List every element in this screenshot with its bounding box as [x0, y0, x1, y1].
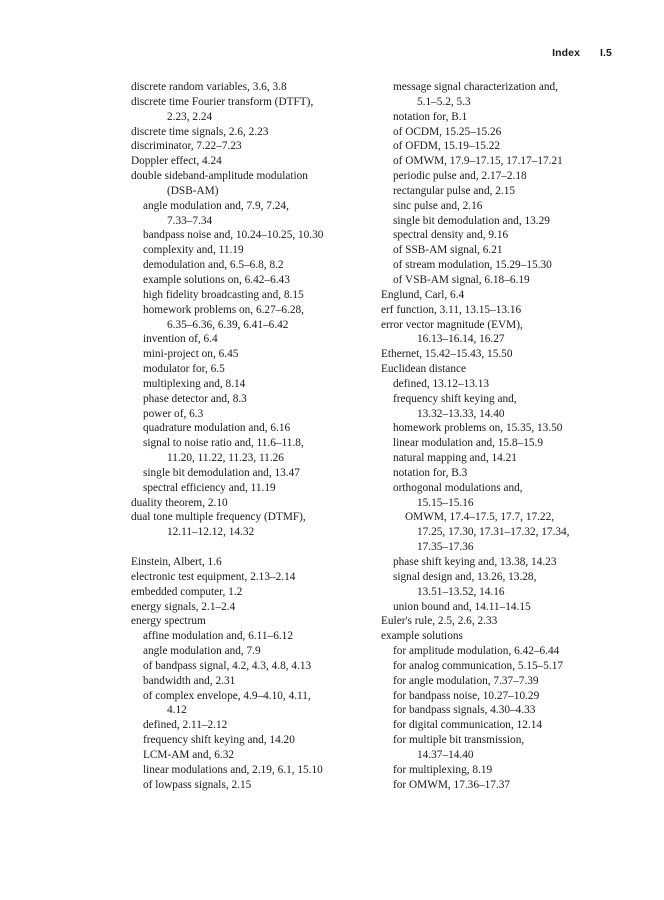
index-subentry: of lowpass signals, 2.15	[143, 778, 252, 791]
index-entry-continuation: 13.32–13.33, 14.40	[417, 407, 505, 420]
index-subentry: demodulation and, 6.5–6.8, 8.2	[143, 259, 284, 272]
index-entry-continuation: 17.35–17.36	[417, 541, 474, 554]
index-subentry: mini-project on, 6.45	[143, 348, 239, 361]
letter-group-gap	[131, 540, 376, 555]
index-subentry: multiplexing and, 8.14	[143, 377, 246, 390]
index-subentry: bandwidth and, 2.31	[143, 674, 236, 687]
index-subentry: single bit demodulation and, 13.47	[143, 466, 300, 479]
index-entry-continuation: 6.35–6.36, 6.39, 6.41–6.42	[167, 318, 289, 331]
index-column-left	[131, 80, 376, 793]
index-entry-continuation: 16.13–16.14, 16.27	[417, 333, 505, 346]
index-subentry: defined, 13.12–13.13	[393, 377, 490, 390]
index-subentry: linear modulations and, 2.19, 6.1, 15.10	[143, 763, 323, 776]
index-entry-continuation: 4.12	[167, 704, 187, 717]
index-entry: Einstein, Albert, 1.6	[131, 556, 222, 568]
index-subentry: sinc pulse and, 2.16	[393, 199, 483, 212]
index-entry: Euler's rule, 2.5, 2.6, 2.33	[381, 615, 498, 628]
index-entry-continuation: 12.11–12.12, 14.32	[167, 526, 255, 539]
index-subentry: for OMWM, 17.36–17.37	[393, 778, 511, 791]
index-subentry: for analog communication, 5.15–5.17	[393, 659, 564, 672]
index-subentry: angle modulation and, 7.9	[143, 645, 261, 658]
index-subentry: example solutions on, 6.42–6.43	[143, 273, 290, 286]
index-subentry: for multiple bit transmission,	[393, 734, 525, 747]
index-subentry: of stream modulation, 15.29–15.30	[393, 259, 552, 272]
index-entry: electronic test equipment, 2.13–2.14	[131, 570, 296, 583]
index-entry: discriminator, 7.22–7.23	[131, 140, 242, 153]
index-subentry: for bandpass noise, 10.27–10.29	[393, 689, 540, 702]
index-subentry: for angle modulation, 7.37–7.39	[393, 674, 539, 687]
index-subentry: union bound and, 14.11–14.15	[393, 600, 531, 613]
index-entry: duality theorem, 2.10	[131, 496, 228, 509]
index-entry: example solutions	[381, 630, 463, 643]
index-subentry: quadrature modulation and, 6.16	[143, 422, 291, 435]
index-subentry: of VSB-AM signal, 6.18–6.19	[393, 273, 530, 286]
index-subentry: linear modulation and, 15.8–15.9	[393, 437, 543, 450]
index-subentry: for bandpass signals, 4.30–4.33	[393, 704, 536, 717]
index-entry: double sideband-amplitude modulation	[131, 170, 308, 183]
index-subentry: message signal characterization and,	[393, 81, 558, 93]
index-entry: error vector magnitude (EVM),	[381, 318, 523, 331]
index-subentry: of OFDM, 15.19–15.22	[393, 140, 501, 153]
index-subentry: signal design and, 13.26, 13.28,	[393, 570, 537, 583]
index-subentry: phase shift keying and, 13.38, 14.23	[393, 556, 557, 568]
index-subentry: angle modulation and, 7.9, 7.24,	[143, 199, 289, 212]
index-entry: discrete time signals, 2.6, 2.23	[131, 125, 269, 138]
index-column-right	[381, 80, 631, 793]
index-subentry: high fidelity broadcasting and, 8.15	[143, 288, 304, 301]
index-entry: discrete random variables, 3.6, 3.8	[131, 81, 287, 93]
index-subentry: invention of, 6.4	[143, 333, 218, 346]
index-entry-continuation: 2.23, 2.24	[167, 110, 213, 123]
index-subentry: of OMWM, 17.9–17.15, 17.17–17.21	[393, 155, 563, 168]
header-title: Index	[552, 47, 581, 59]
index-entry: energy spectrum	[131, 615, 206, 628]
index-subentry: of bandpass signal, 4.2, 4.3, 4.8, 4.13	[143, 659, 312, 672]
index-entry-continuation: 14.37–14.40	[417, 748, 474, 761]
index-subentry: phase detector and, 8.3	[143, 392, 247, 405]
index-subentry: for digital communication, 12.14	[393, 719, 543, 732]
index-subentry: homework problems on, 15.35, 13.50	[393, 422, 563, 435]
index-subentry: signal to noise ratio and, 11.6–11.8,	[143, 437, 304, 450]
index-subentry: of complex envelope, 4.9–4.10, 4.11,	[143, 689, 311, 702]
index-subentry: defined, 2.11–2.12	[143, 719, 228, 732]
index-subentry: homework problems on, 6.27–6.28,	[143, 303, 304, 316]
index-entry: Euclidean distance	[381, 363, 467, 376]
index-entry-continuation: 11.20, 11.22, 11.23, 11.26	[167, 452, 284, 465]
index-subentry: affine modulation and, 6.11–6.12	[143, 630, 293, 643]
index-entry: Englund, Carl, 6.4	[381, 288, 465, 301]
index-entry: erf function, 3.11, 13.15–13.16	[381, 303, 522, 316]
index-entry: dual tone multiple frequency (DTMF),	[131, 511, 306, 524]
index-subentry: LCM-AM and, 6.32	[143, 748, 234, 761]
index-subentry: frequency shift keying and,	[393, 392, 517, 405]
index-entry: Doppler effect, 4.24	[131, 155, 222, 168]
index-subentry: rectangular pulse and, 2.15	[393, 184, 516, 197]
index-subentry: of SSB-AM signal, 6.21	[393, 244, 503, 257]
page-number: I.5	[600, 47, 612, 59]
index-entry: embedded computer, 1.2	[131, 585, 243, 598]
index-subentry: of OCDM, 15.25–15.26	[393, 125, 502, 138]
index-subentry: orthogonal modulations and,	[393, 481, 523, 494]
index-entry: energy signals, 2.1–2.4	[131, 600, 236, 613]
index-entry: discrete time Fourier transform (DTFT),	[131, 95, 314, 108]
index-subentry: power of, 6.3	[143, 407, 204, 420]
index-subentry: modulator for, 6.5	[143, 363, 225, 376]
index-entry-continuation: 15.15–15.16	[417, 496, 474, 509]
index-subentry: for amplitude modulation, 6.42–6.44	[393, 645, 560, 658]
index-subentry: OMWM, 17.4–17.5, 17.7, 17.22,	[405, 511, 555, 524]
index-subentry: for multiplexing, 8.19	[393, 763, 493, 776]
index-entry-continuation: 7.33–7.34	[167, 214, 213, 227]
index-subentry: notation for, B.3	[393, 466, 468, 479]
index-subentry: single bit demodulation and, 13.29	[393, 214, 550, 227]
index-subentry: spectral density and, 9.16	[393, 229, 509, 242]
index-subentry: spectral efficiency and, 11.19	[143, 481, 276, 494]
running-header	[552, 47, 612, 59]
index-subentry: notation for, B.1	[393, 110, 468, 123]
index-subentry: complexity and, 11.19	[143, 244, 244, 257]
index-subentry: natural mapping and, 14.21	[393, 452, 517, 465]
index-entry-continuation: (DSB-AM)	[167, 184, 219, 197]
index-subentry: bandpass noise and, 10.24–10.25, 10.30	[143, 229, 324, 242]
index-subentry: frequency shift keying and, 14.20	[143, 734, 295, 747]
index-entry-continuation: 17.25, 17.30, 17.31–17.32, 17.34,	[417, 526, 570, 539]
index-entry-continuation: 13.51–13.52, 14.16	[417, 585, 505, 598]
index-entry-continuation: 5.1–5.2, 5.3	[417, 95, 471, 108]
index-subentry: periodic pulse and, 2.17–2.18	[393, 170, 527, 183]
index-entry: Ethernet, 15.42–15.43, 15.50	[381, 348, 513, 361]
